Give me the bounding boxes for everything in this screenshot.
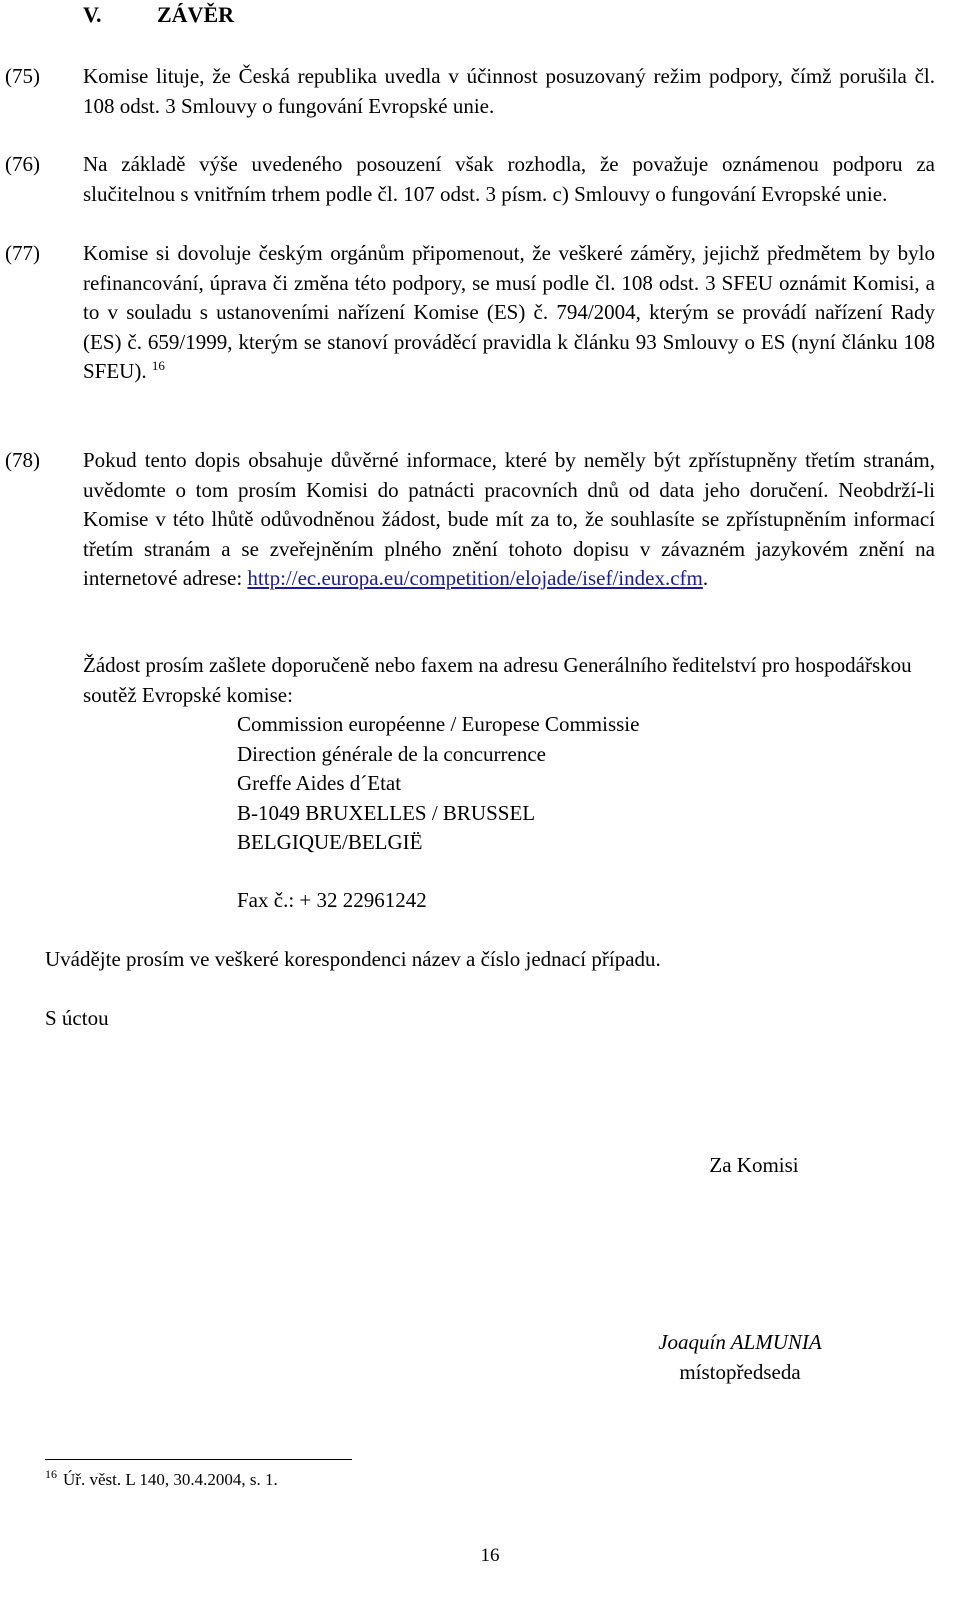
section-heading [83,2,234,28]
paragraph-number: (76) [5,152,40,176]
paragraph-text [83,446,935,594]
paragraph-body: Pokud tento dopis obsahuje důvěrné informace, které by neměly být zpřístupněny třetím stranám, uvědomte o tom prosím Komisi do patnácti pracovních dnů od data jeho doručení. Neobdrží-li Komise v této lhůtě odůvodněnou žádost, bude mít za to, že souhlasíte se zpřístupněním informací třetím stranám a se zveřejněním plného znění tohoto dopisu v závazném jazykovém znění na internetové adrese: [83,448,935,590]
address-line: Greffe Aides d´Etat [237,771,402,795]
closing-salutation: S úctou [45,1006,109,1030]
paragraph-text: Na základě výše uvedeného posouzení však rozhodla, že považuje oznámenou podporu za slučitelnou s vnitřním trhem podle čl. 107 odst. 3 písm. c) Smlouvy o fungování Evropské unie. [83,152,935,206]
link-trailing-period: . [702,566,709,590]
address-line: BELGIQUE/BELGIË [237,830,423,854]
mailing-address [237,710,639,858]
paragraph-body: Komise si dovoluje českým orgánům připomenout, že veškeré záměry, jejichž předmětem by bylo refinancování, úprava či změna této podpory, se musí podle čl. 108 odst. 3 SFEU oznámit Komisi, a to v souladu s ustanoveními nařízení Komise (ES) č. 794/2004, kterým se provádí nařízení Rady (ES) č. 659/1999, kterým se stanoví prováděcí pravidla k článku 93 Smlouvy o ES (nyní článku 108 SFEU). [83,241,935,383]
address-line: B-1049 BRUXELLES / BRUSSEL [237,800,536,825]
paragraph-text: Komise lituje, že Česká republika uvedla v účinnost posuzovaný režim podpory, čímž porušila čl. 108 odst. 3 Smlouvy o fungování Evropské unie. [83,64,935,118]
request-instructions: Žádost prosím zašlete doporučeně nebo faxem na adresu Generálního ředitelství pro hospodářskou soutěž Evropské komise: [83,653,912,707]
address-line: Commission européenne / Europese Commissie [237,712,640,736]
fax-number: Fax č.: + 32 22961242 [237,888,427,912]
signatory [590,1328,890,1387]
page-number: 16 [480,1545,500,1566]
section-title: ZÁVĚR [157,2,235,27]
footnote-separator [45,1459,352,1460]
paragraph-number: (75) [5,64,40,88]
footnote [45,1468,278,1492]
footnote-text: Úř. věst. L 140, 30.4.2004, s. 1. [63,1470,278,1489]
paragraph-number: (77) [5,241,40,265]
address-line: Direction générale de la concurrence [237,741,546,766]
footnote-reference[interactable]: 16 [151,358,165,373]
reference-request: Uvádějte prosím ve veškeré korespondenci název a číslo jednací případu. [45,947,661,971]
paragraph-number: (78) [5,448,40,472]
footnote-number: 16 [45,1467,57,1482]
section-number: V. [83,2,102,27]
signature-on-behalf: Za Komisi [709,1153,799,1177]
signatory-title: místopředseda [679,1359,801,1384]
paragraph-text [83,239,935,387]
signatory-name: Joaquín ALMUNIA [658,1330,822,1354]
competition-website-link[interactable]: http://ec.europa.eu/competition/elojade/isef/index.cfm [247,566,703,590]
